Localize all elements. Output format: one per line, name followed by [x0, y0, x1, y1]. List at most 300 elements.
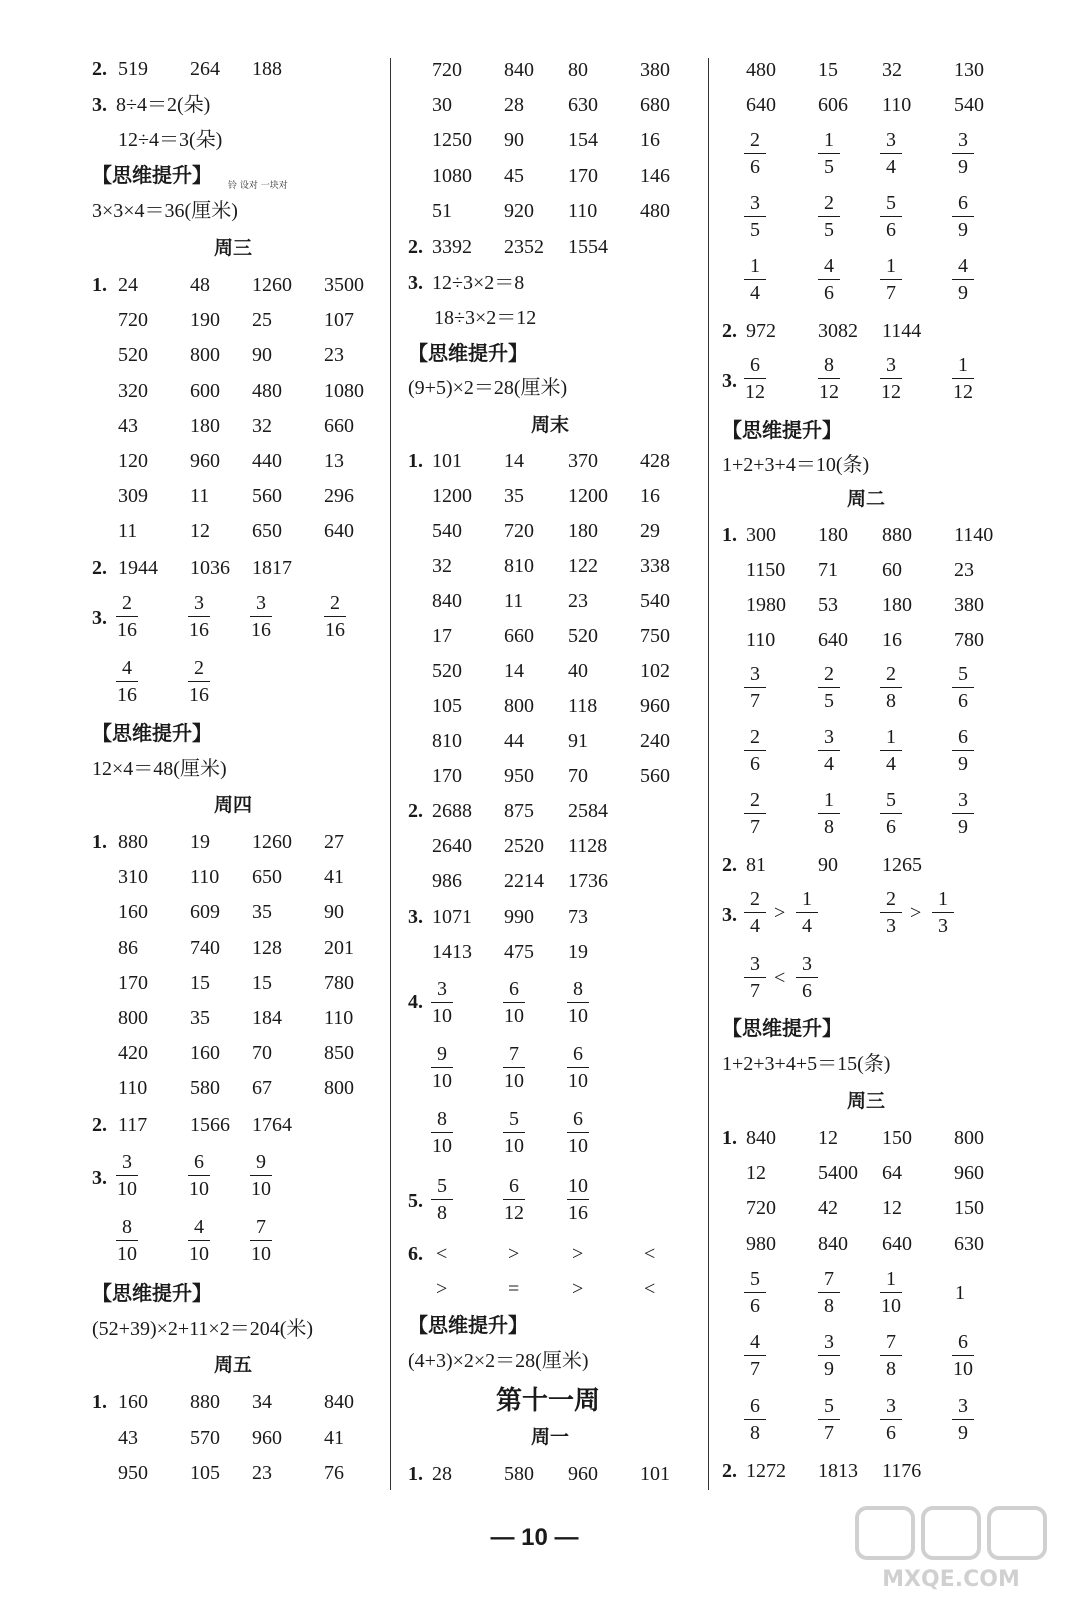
denominator: 5 — [824, 156, 834, 178]
answer-value: 370 — [568, 450, 598, 472]
fraction — [427, 1043, 457, 1092]
answer-value: 5400 — [818, 1162, 858, 1185]
fraction-bar — [744, 750, 766, 751]
answer-value: 428 — [640, 450, 670, 472]
denominator: 10 — [117, 1178, 137, 1200]
answer-value: 800 — [324, 1077, 354, 1100]
answer-value: 81 — [746, 854, 766, 876]
denominator: 5 — [824, 219, 834, 241]
answer-value: 11 — [504, 590, 524, 612]
fraction-bar — [818, 1355, 840, 1356]
answer-value: 1080 — [324, 379, 364, 402]
numerator: 3 — [824, 1331, 834, 1353]
answer-value: 201 — [324, 936, 354, 959]
numerator: 6 — [509, 978, 519, 1000]
numerator: 4 — [750, 1331, 760, 1353]
answer-value: 1817 — [252, 557, 292, 579]
numerator: 2 — [824, 663, 834, 685]
answer-value: 519 — [118, 58, 148, 80]
fraction — [563, 978, 593, 1027]
day-heading: 周五 — [213, 1354, 252, 1376]
answer-value: 1144 — [882, 320, 922, 342]
answer-value: 117 — [118, 1114, 148, 1136]
answer-value: 480 — [746, 59, 776, 81]
answer-value: 110 — [118, 1077, 148, 1100]
fraction-bar — [250, 1175, 272, 1176]
fraction-bar — [744, 279, 766, 280]
answer-value: 1140 — [954, 524, 994, 546]
item-number: 2. — [722, 854, 737, 876]
answer-value: 11 — [190, 485, 210, 508]
numerator: 5 — [824, 1395, 834, 1417]
numerator: 6 — [958, 726, 968, 748]
answer-value: 1566 — [190, 1114, 230, 1136]
fraction-bar — [116, 1240, 138, 1241]
fraction-bar — [818, 378, 840, 379]
answer-value: 76 — [324, 1462, 344, 1484]
answer-value: 34 — [252, 1391, 272, 1413]
answer-value: 53 — [818, 594, 838, 616]
fraction — [876, 888, 906, 937]
answer-value: 660 — [324, 414, 354, 437]
item-number: 3. — [408, 272, 423, 294]
equation-text: 12÷3×2＝8 — [432, 272, 525, 294]
denominator: 8 — [437, 1202, 447, 1224]
fraction — [948, 192, 978, 241]
fraction-bar — [116, 681, 138, 682]
item-number: 3. — [722, 904, 737, 926]
item-number: 1. — [722, 524, 737, 546]
answer-value: 11 — [118, 520, 138, 543]
answer-value: 640 — [882, 1232, 912, 1255]
numerator: 4 — [194, 1216, 204, 1238]
item-number: 3. — [92, 1167, 107, 1189]
answer-value: 48 — [190, 274, 210, 296]
denominator: 6 — [750, 753, 760, 775]
numerator: 2 — [122, 592, 132, 614]
answer-value: 338 — [640, 555, 670, 577]
numerator: 1 — [886, 1268, 896, 1290]
denominator: 9 — [958, 753, 968, 775]
answer-value: 90 — [818, 854, 838, 876]
answer-value: 720 — [746, 1197, 776, 1220]
day-heading: 周一 — [530, 1426, 569, 1448]
fraction-bar — [952, 279, 974, 280]
denominator: 10 — [568, 1070, 588, 1092]
answer-value: 184 — [252, 1007, 282, 1029]
answer-value: 1764 — [252, 1114, 292, 1136]
fraction — [246, 1151, 276, 1200]
comparison-symbol: > — [436, 1278, 448, 1300]
fraction-bar — [503, 1002, 525, 1003]
answer-value: 1 — [955, 1282, 965, 1304]
fraction-bar — [932, 912, 954, 913]
fraction — [948, 789, 978, 838]
fraction-bar — [952, 153, 974, 154]
item-number: 2. — [408, 800, 423, 822]
answer-value: 13 — [324, 450, 344, 472]
answer-value: 90 — [252, 344, 272, 367]
answer-value: 972 — [746, 320, 776, 342]
fraction — [563, 1108, 593, 1157]
section-header: 【思维提升】 — [92, 721, 212, 745]
answer-value: 240 — [640, 730, 670, 752]
day-heading: 周末 — [530, 414, 569, 436]
fraction — [876, 1331, 906, 1380]
answer-value: 1200 — [432, 485, 472, 507]
answer-value: 29 — [640, 520, 660, 542]
answer-value: 1260 — [252, 274, 292, 296]
answer-value: 35 — [504, 485, 524, 507]
fraction — [740, 663, 770, 712]
answer-value: 130 — [954, 59, 984, 81]
numerator: 2 — [750, 789, 760, 811]
fraction-bar — [431, 1199, 453, 1200]
answer-value: 960 — [568, 1463, 598, 1485]
numerator: 2 — [886, 888, 896, 910]
answer-value: 480 — [252, 379, 282, 402]
denominator: 10 — [251, 1243, 271, 1265]
fraction-bar — [818, 1419, 840, 1420]
fraction — [876, 789, 906, 838]
answer-value: 73 — [568, 906, 588, 928]
denominator: 8 — [824, 1295, 834, 1317]
denominator: 10 — [117, 1243, 137, 1265]
column-divider — [390, 58, 391, 1490]
fraction — [948, 255, 978, 304]
numerator: 1 — [886, 726, 896, 748]
numerator: 1 — [802, 888, 812, 910]
fraction-bar — [880, 1419, 902, 1420]
answer-value: 110 — [568, 199, 598, 222]
fraction-bar — [188, 681, 210, 682]
fraction — [563, 1175, 593, 1224]
answer-value: 1813 — [818, 1460, 858, 1482]
numerator: 3 — [194, 592, 204, 614]
answer-value: 110 — [324, 1007, 354, 1029]
equation-text: (4+3)×2×2＝28(厘米) — [408, 1350, 589, 1372]
fraction — [948, 1395, 978, 1444]
section-header: 【思维提升】 — [92, 1281, 212, 1305]
numerator: 2 — [194, 657, 204, 679]
answer-value: 12 — [190, 520, 210, 543]
equation-text: 18÷3×2＝12 — [434, 307, 537, 329]
answer-value: 600 — [190, 379, 220, 402]
answer-value: 1250 — [432, 129, 472, 152]
denominator: 6 — [750, 156, 760, 178]
item-number: 5. — [408, 1190, 423, 1212]
fraction — [948, 354, 978, 403]
fraction — [427, 1175, 457, 1224]
fraction — [499, 1043, 529, 1092]
fraction — [814, 255, 844, 304]
denominator: 12 — [819, 381, 839, 403]
answer-value: 310 — [118, 866, 148, 889]
numerator: 6 — [958, 1331, 968, 1353]
answer-value: 780 — [324, 971, 354, 994]
answer-value: 1554 — [568, 236, 608, 258]
answer-value: 1176 — [882, 1460, 922, 1482]
answer-value: 146 — [640, 164, 670, 187]
numerator: 4 — [958, 255, 968, 277]
equation-text: 1+2+3+4+5＝15(条) — [722, 1053, 891, 1075]
fraction-bar — [880, 687, 902, 688]
fraction-bar — [952, 750, 974, 751]
numerator: 8 — [824, 354, 834, 376]
fraction-bar — [431, 1067, 453, 1068]
equation-text: (52+39)×2+11×2＝204(米) — [92, 1318, 314, 1340]
fraction-bar — [567, 1199, 589, 1200]
item-number: 3. — [92, 94, 107, 116]
fraction — [499, 978, 529, 1027]
fraction-bar — [796, 977, 818, 978]
answer-value: 780 — [954, 629, 984, 651]
answer-value: 41 — [324, 866, 344, 889]
numerator: 1 — [824, 789, 834, 811]
denominator: 5 — [824, 690, 834, 712]
day-heading: 周三 — [213, 237, 252, 259]
answer-value: 2214 — [504, 870, 544, 893]
numerator: 6 — [509, 1175, 519, 1197]
denominator: 7 — [750, 1358, 760, 1380]
answer-value: 90 — [504, 129, 524, 152]
answer-value: 810 — [504, 555, 534, 577]
item-number: 4. — [408, 991, 423, 1013]
denominator: 9 — [958, 816, 968, 838]
answer-value: 17 — [432, 625, 452, 647]
numerator: 6 — [958, 192, 968, 214]
fraction-bar — [818, 813, 840, 814]
numerator: 1 — [886, 255, 896, 277]
fraction-bar — [324, 616, 346, 617]
answer-value: 740 — [190, 936, 220, 959]
answer-value: 27 — [324, 831, 344, 853]
numerator: 4 — [824, 255, 834, 277]
answer-value: 540 — [432, 520, 462, 542]
day-heading: 周二 — [846, 488, 885, 510]
answer-value: 105 — [190, 1462, 220, 1484]
watermark-logo — [851, 1502, 1051, 1592]
denominator: 9 — [824, 1358, 834, 1380]
section-header: 【思维提升】 — [722, 418, 842, 442]
answer-value: 110 — [746, 629, 776, 651]
answer-value: 720 — [118, 309, 148, 332]
fraction — [246, 1216, 276, 1265]
denominator: 9 — [958, 156, 968, 178]
fraction — [112, 1151, 142, 1200]
fraction — [740, 354, 770, 403]
answer-value: 960 — [190, 450, 220, 472]
item-number: 2. — [92, 557, 107, 579]
numerator: 3 — [750, 953, 760, 975]
denominator: 10 — [251, 1178, 271, 1200]
answer-value: 840 — [504, 59, 534, 81]
answer-value: 880 — [118, 831, 148, 853]
answer-value: 580 — [504, 1463, 534, 1485]
svg-text:MXQE.COM: MXQE.COM — [882, 1567, 1020, 1592]
answer-value: 180 — [568, 520, 598, 542]
fraction — [740, 1268, 770, 1317]
numerator: 8 — [573, 978, 583, 1000]
answer-value: 70 — [568, 765, 588, 787]
fraction — [876, 255, 906, 304]
numerator: 7 — [509, 1043, 519, 1065]
numerator: 5 — [886, 192, 896, 214]
answer-value: 640 — [818, 629, 848, 651]
answer-value: 720 — [504, 520, 534, 542]
answer-value: 25 — [252, 309, 272, 332]
numerator: 1 — [958, 354, 968, 376]
answer-value: 1265 — [882, 854, 922, 876]
fraction-bar — [952, 216, 974, 217]
answer-value: 630 — [568, 94, 598, 117]
item-number: 2. — [722, 1460, 737, 1482]
item-number: 2. — [408, 236, 423, 258]
item-number: 1. — [92, 1391, 107, 1413]
answer-value: 60 — [882, 559, 902, 581]
denominator: 4 — [886, 156, 896, 178]
week-heading: 第十一周 — [495, 1386, 600, 1416]
comparison-symbol: > — [572, 1243, 584, 1265]
numerator: 3 — [958, 789, 968, 811]
fraction — [876, 354, 906, 403]
denominator: 4 — [802, 915, 812, 937]
numerator: 9 — [437, 1043, 447, 1065]
fraction — [948, 726, 978, 775]
numerator: 3 — [256, 592, 266, 614]
answer-value: 1080 — [432, 164, 472, 187]
answer-value: 630 — [954, 1232, 984, 1255]
answer-value: 180 — [818, 524, 848, 546]
numerator: 1 — [824, 129, 834, 151]
answer-value: 840 — [818, 1232, 848, 1255]
denominator: 9 — [958, 219, 968, 241]
fraction-bar — [744, 977, 766, 978]
denominator: 10 — [953, 1358, 973, 1380]
fraction — [876, 1395, 906, 1444]
fraction-bar — [431, 1132, 453, 1133]
fraction — [184, 657, 214, 706]
denominator: 6 — [886, 219, 896, 241]
item-number: 6. — [408, 1243, 423, 1265]
answer-value: 51 — [432, 199, 452, 222]
denominator: 10 — [504, 1070, 524, 1092]
answer-value: 120 — [118, 450, 148, 472]
answer-value: 609 — [190, 901, 220, 924]
fraction-bar — [952, 378, 974, 379]
answer-value: 1071 — [432, 906, 472, 928]
answer-value: 1980 — [746, 594, 786, 616]
answer-value: 2352 — [504, 236, 544, 258]
answer-value: 1036 — [190, 557, 230, 579]
answer-value: 15 — [190, 971, 210, 994]
answer-value: 540 — [954, 94, 984, 117]
numerator: 6 — [750, 1395, 760, 1417]
answer-value: 160 — [118, 901, 148, 924]
section-header: 【思维提升】 — [92, 163, 212, 187]
comparison-symbol: > — [774, 902, 786, 924]
answer-value: 41 — [324, 1426, 344, 1449]
fraction — [740, 888, 770, 937]
numerator: 6 — [573, 1043, 583, 1065]
answer-value: 475 — [504, 941, 534, 964]
denominator: 10 — [568, 1135, 588, 1157]
answer-value: 380 — [954, 594, 984, 616]
denominator: 16 — [189, 684, 209, 706]
fraction — [814, 1268, 844, 1317]
handwritten-note: 铃 设对 一块对 — [228, 181, 288, 191]
answer-value: 580 — [190, 1077, 220, 1100]
denominator: 10 — [189, 1243, 209, 1265]
numerator: 3 — [886, 1395, 896, 1417]
answer-value: 810 — [432, 730, 462, 752]
answer-value: 920 — [504, 199, 534, 222]
fraction — [427, 1108, 457, 1157]
answer-value: 110 — [190, 866, 220, 889]
answer-value: 35 — [252, 901, 272, 924]
item-number: 1. — [408, 1463, 423, 1485]
answer-value: 950 — [118, 1462, 148, 1484]
denominator: 4 — [824, 753, 834, 775]
fraction — [792, 888, 822, 937]
fraction — [948, 129, 978, 178]
fraction-bar — [431, 1002, 453, 1003]
numerator: 7 — [256, 1216, 266, 1238]
fraction — [814, 354, 844, 403]
fraction — [320, 592, 350, 641]
fraction-bar — [567, 1067, 589, 1068]
answer-value: 1260 — [252, 831, 292, 853]
answer-value: 800 — [118, 1007, 148, 1029]
fraction-bar — [880, 279, 902, 280]
fraction — [814, 129, 844, 178]
fraction-bar — [188, 616, 210, 617]
answer-value: 300 — [746, 524, 776, 546]
numerator: 2 — [750, 888, 760, 910]
denominator: 10 — [432, 1005, 452, 1027]
answer-value: 800 — [190, 344, 220, 367]
answer-value: 264 — [190, 58, 220, 80]
answer-value: 680 — [640, 94, 670, 117]
fraction — [814, 192, 844, 241]
numerator: 6 — [750, 354, 760, 376]
fraction-bar — [188, 1240, 210, 1241]
answer-value: 28 — [432, 1463, 452, 1485]
numerator: 5 — [958, 663, 968, 685]
denominator: 16 — [568, 1202, 588, 1224]
answer-value: 64 — [882, 1162, 902, 1185]
fraction-bar — [818, 687, 840, 688]
answer-value: 640 — [746, 94, 776, 117]
answer-value: 180 — [882, 594, 912, 616]
fraction-bar — [796, 912, 818, 913]
comparison-symbol: > — [572, 1278, 584, 1300]
answer-value: 23 — [954, 559, 974, 581]
answer-value: 1944 — [118, 557, 158, 579]
denominator: 6 — [824, 282, 834, 304]
answer-value: 160 — [190, 1042, 220, 1065]
denominator: 10 — [568, 1005, 588, 1027]
denominator: 6 — [802, 980, 812, 1002]
answer-value: 480 — [640, 199, 670, 222]
equation-text: 12×4＝48(厘米) — [92, 758, 227, 780]
denominator: 12 — [953, 381, 973, 403]
item-number: 1. — [92, 831, 107, 853]
answer-value: 15 — [818, 59, 838, 81]
page-number: — 10 — — [490, 1524, 579, 1551]
numerator: 5 — [437, 1175, 447, 1197]
answer-value: 118 — [568, 695, 598, 717]
